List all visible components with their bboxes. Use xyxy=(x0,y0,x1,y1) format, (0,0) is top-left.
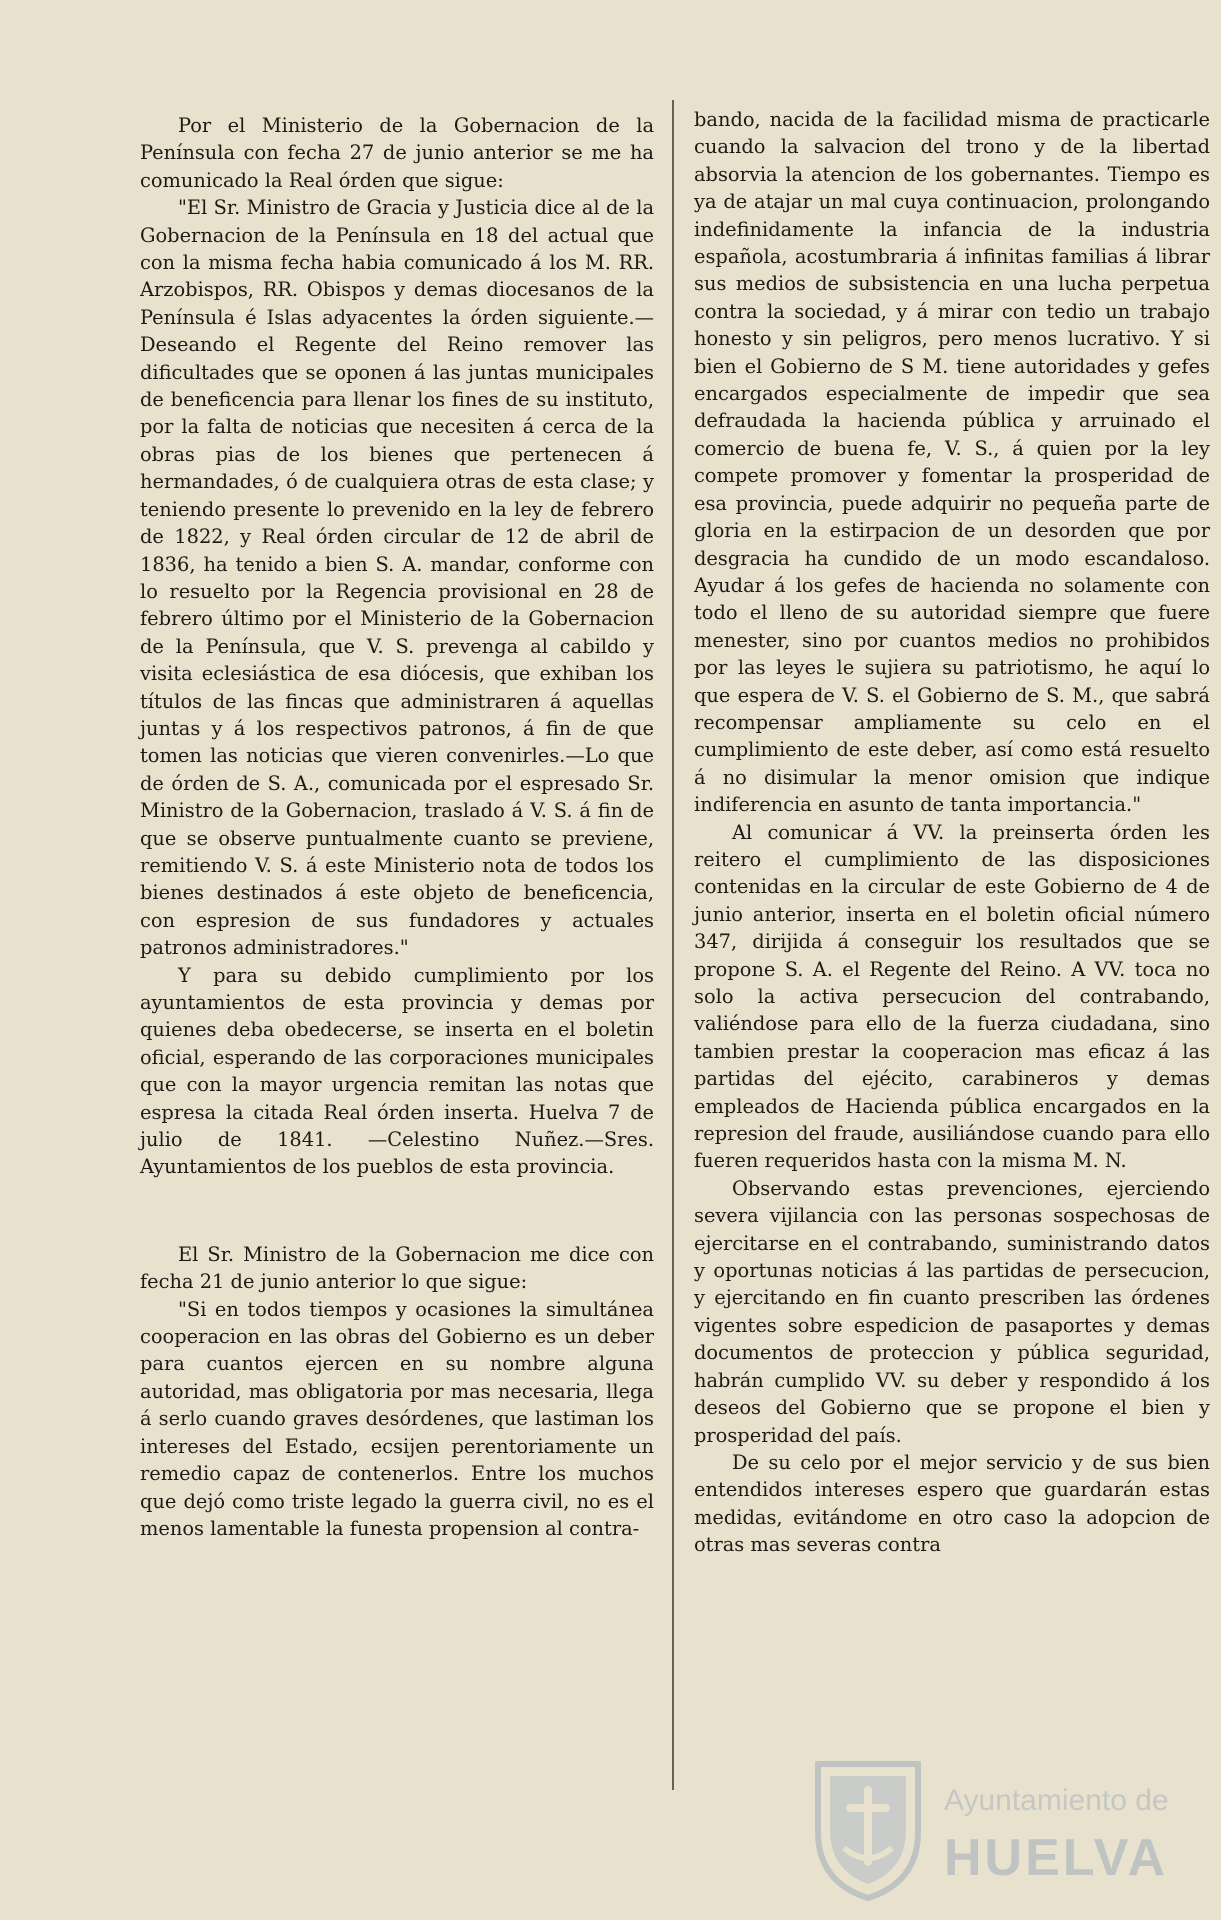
communication-paragraph: Al comunicar á VV. la preinserta órden les reitero el cumplimiento de las disposiciones contenidas en la circular de este Gobierno de 4 de junio anterior, inserta en el boletin oficial número 347, dirijida á conseguir los resultados que se propone S. A. el Regente del Reino. A VV. toca no solo la activa persecucion del contrabando, valiéndose para ello de la fuerza ciudadana, sino tambien prestar la cooperacion mas eficaz á las partidas del ejécito, carabineros y demas empleados de Hacienda pública encargados en la represion del fraude, ausiliándose cuando para ello fueren requeridos hasta con la misma M. N. xyxy=(694,820,1210,1173)
contraband-continuation-paragraph: bando, nacida de la facilidad misma de practicarle cuando la salvacion del trono y de la libertad absorvia la atencion de los gobernantes. Tiempo es ya de atajar un mal cuya continuacion, prolongando indefinidamente la infancia de la industria española, acostumbraria á infinitas familias á librar sus medios de subsistencia en una lucha perpetua contra la sociedad, y á mirar con tedio un trabajo honesto y sin peligros, pero menos lucrativo. Y si bien el Gobierno de S M. tiene autoridades y gefes encargados especialmente de impedir que sea defraudada la hacienda pública y arruinado el comercio de buena fe, V. S., á quien por la ley compete promover y fomentar la prosperidad de esa provincia, puede adquirir no pequeña parte de gloria en la estirpacion de un desorden que por desgracia ha cundido de un modo escandaloso. Ayudar á los gefes de hacienda no solamente con todo el lleno de su autoridad siempre que fuere menester, sino por cuantos medios no prohibidos por las leyes le sujiera su patriotismo, he aquí lo que espera de V. S. el Gobierno de S. M., que sabrá recompensar ampliamente su celo en el cumplimiento de este deber, así como está resuelto á no disimular la menor omision que indique indiferencia en asunto de tanta importancia." xyxy=(694,108,1210,817)
section-gap xyxy=(140,1181,654,1241)
closing-paragraph: De su celo por el mejor servicio y de sus bien entendidos intereses espero que guardarán estas medidas, evitándome en otro caso la adopcion de otras mas severas contra xyxy=(694,1450,1210,1557)
compliance-paragraph: Y para su debido cumplimiento por los ayuntamientos de esta provincia y demas por quienes deba obedecerse, se inserta en el boletin oficial, esperando de las corporaciones municipales que con la mayor urgencia remitan las notas que espresa la citada Real órden inserta. Huelva 7 de julio de 1841. —Celestino Nuñez.—Sres. Ayuntamientos de los pueblos de esta provincia. xyxy=(140,963,654,1179)
royal-order-paragraph: "El Sr. Ministro de Gracia y Justicia dice al de la Gobernacion de la Península en 18 del actual que con la misma fecha habia comunicado á los M. RR. Arzobispos, RR. Obispos y demas diocesanos de la Península é Islas adyacentes la órden siguiente.—Deseando el Regente del Reino remover las dificultades que se oponen á las juntas municipales de beneficencia para llenar los fines de su instituto, por la falta de noticias que necesiten á cerca de la obras pias de los bienes que pertenecen á hermandades, ó de cualquiera otras de esta clase; y teniendo presente lo prevenido en la ley de febrero de 1822, y Real órden circular de 12 de abril de 1836, ha tenido a bien S. A. mandar, conforme con lo resuelto por la Regencia provisional en 28 de febrero último por el Ministerio de la Gobernacion de la Península, que V. S. prevenga al cabildo y visita eclesiástica de esa diócesis, que exhiban los títulos de las fincas que administraren á aquellas juntas y á los respectivos patronos, á fin de que tomen las noticias que vieren convenirles.—Lo que de órden de S. A., comunicada por el espresado Sr. Ministro de la Gobernacion, traslado á V. S. á fin de que se observe puntualmente cuanto se previene, remitiendo V. S. á este Ministerio nota de todos los bienes destinados á este objeto de beneficencia, con espresion de sus fundadores y actuales patronos administradores." xyxy=(140,196,654,960)
watermark-line-1: Ayuntamiento de xyxy=(944,1784,1169,1817)
order-intro-paragraph: Por el Ministerio de la Gobernacion de la Península con fecha 27 de junio anterior se me ha comunicado la Real órden que sigue: xyxy=(140,114,654,192)
left-column xyxy=(140,112,654,1542)
right-column xyxy=(694,106,1210,1559)
second-order-intro-paragraph: El Sr. Ministro de la Gobernacion me dice con fecha 21 de junio anterior lo que sigue: xyxy=(140,1242,654,1294)
column-divider xyxy=(672,100,674,1790)
watermark xyxy=(808,1752,1208,1912)
observance-paragraph: Observando estas prevenciones, ejerciendo severa vijilancia con las personas sospechosas de ejercitarse en el contrabando, suministrando datos y oportunas noticias á las partidas de persecucion, y ejercitando en fin cuanto prescriben las órdenes vigentes sobre espedicion de pasaportes y demas documentos de proteccion y pública seguridad, habrán cumplido VV. su deber y respondido á los deseos del Gobierno que se propone el bien y prosperidad del país. xyxy=(694,1176,1210,1447)
coat-of-arms-icon xyxy=(808,1752,928,1902)
cooperation-paragraph: "Si en todos tiempos y ocasiones la simultánea cooperacion en las obras del Gobierno es un deber para cuantos ejercen en su nombre alguna autoridad, mas obligatoria por mas necesaria, llega á serlo cuando graves desórdenes, que lastiman los intereses del Estado, ecsijen perentoriamente un remedio capaz de contenerlos. Entre los muchos que dejó como triste legado la guerra civil, no es el menos lamentable la funesta propension al contra- xyxy=(140,1297,654,1540)
watermark-line-2: HUELVA xyxy=(944,1829,1169,1887)
